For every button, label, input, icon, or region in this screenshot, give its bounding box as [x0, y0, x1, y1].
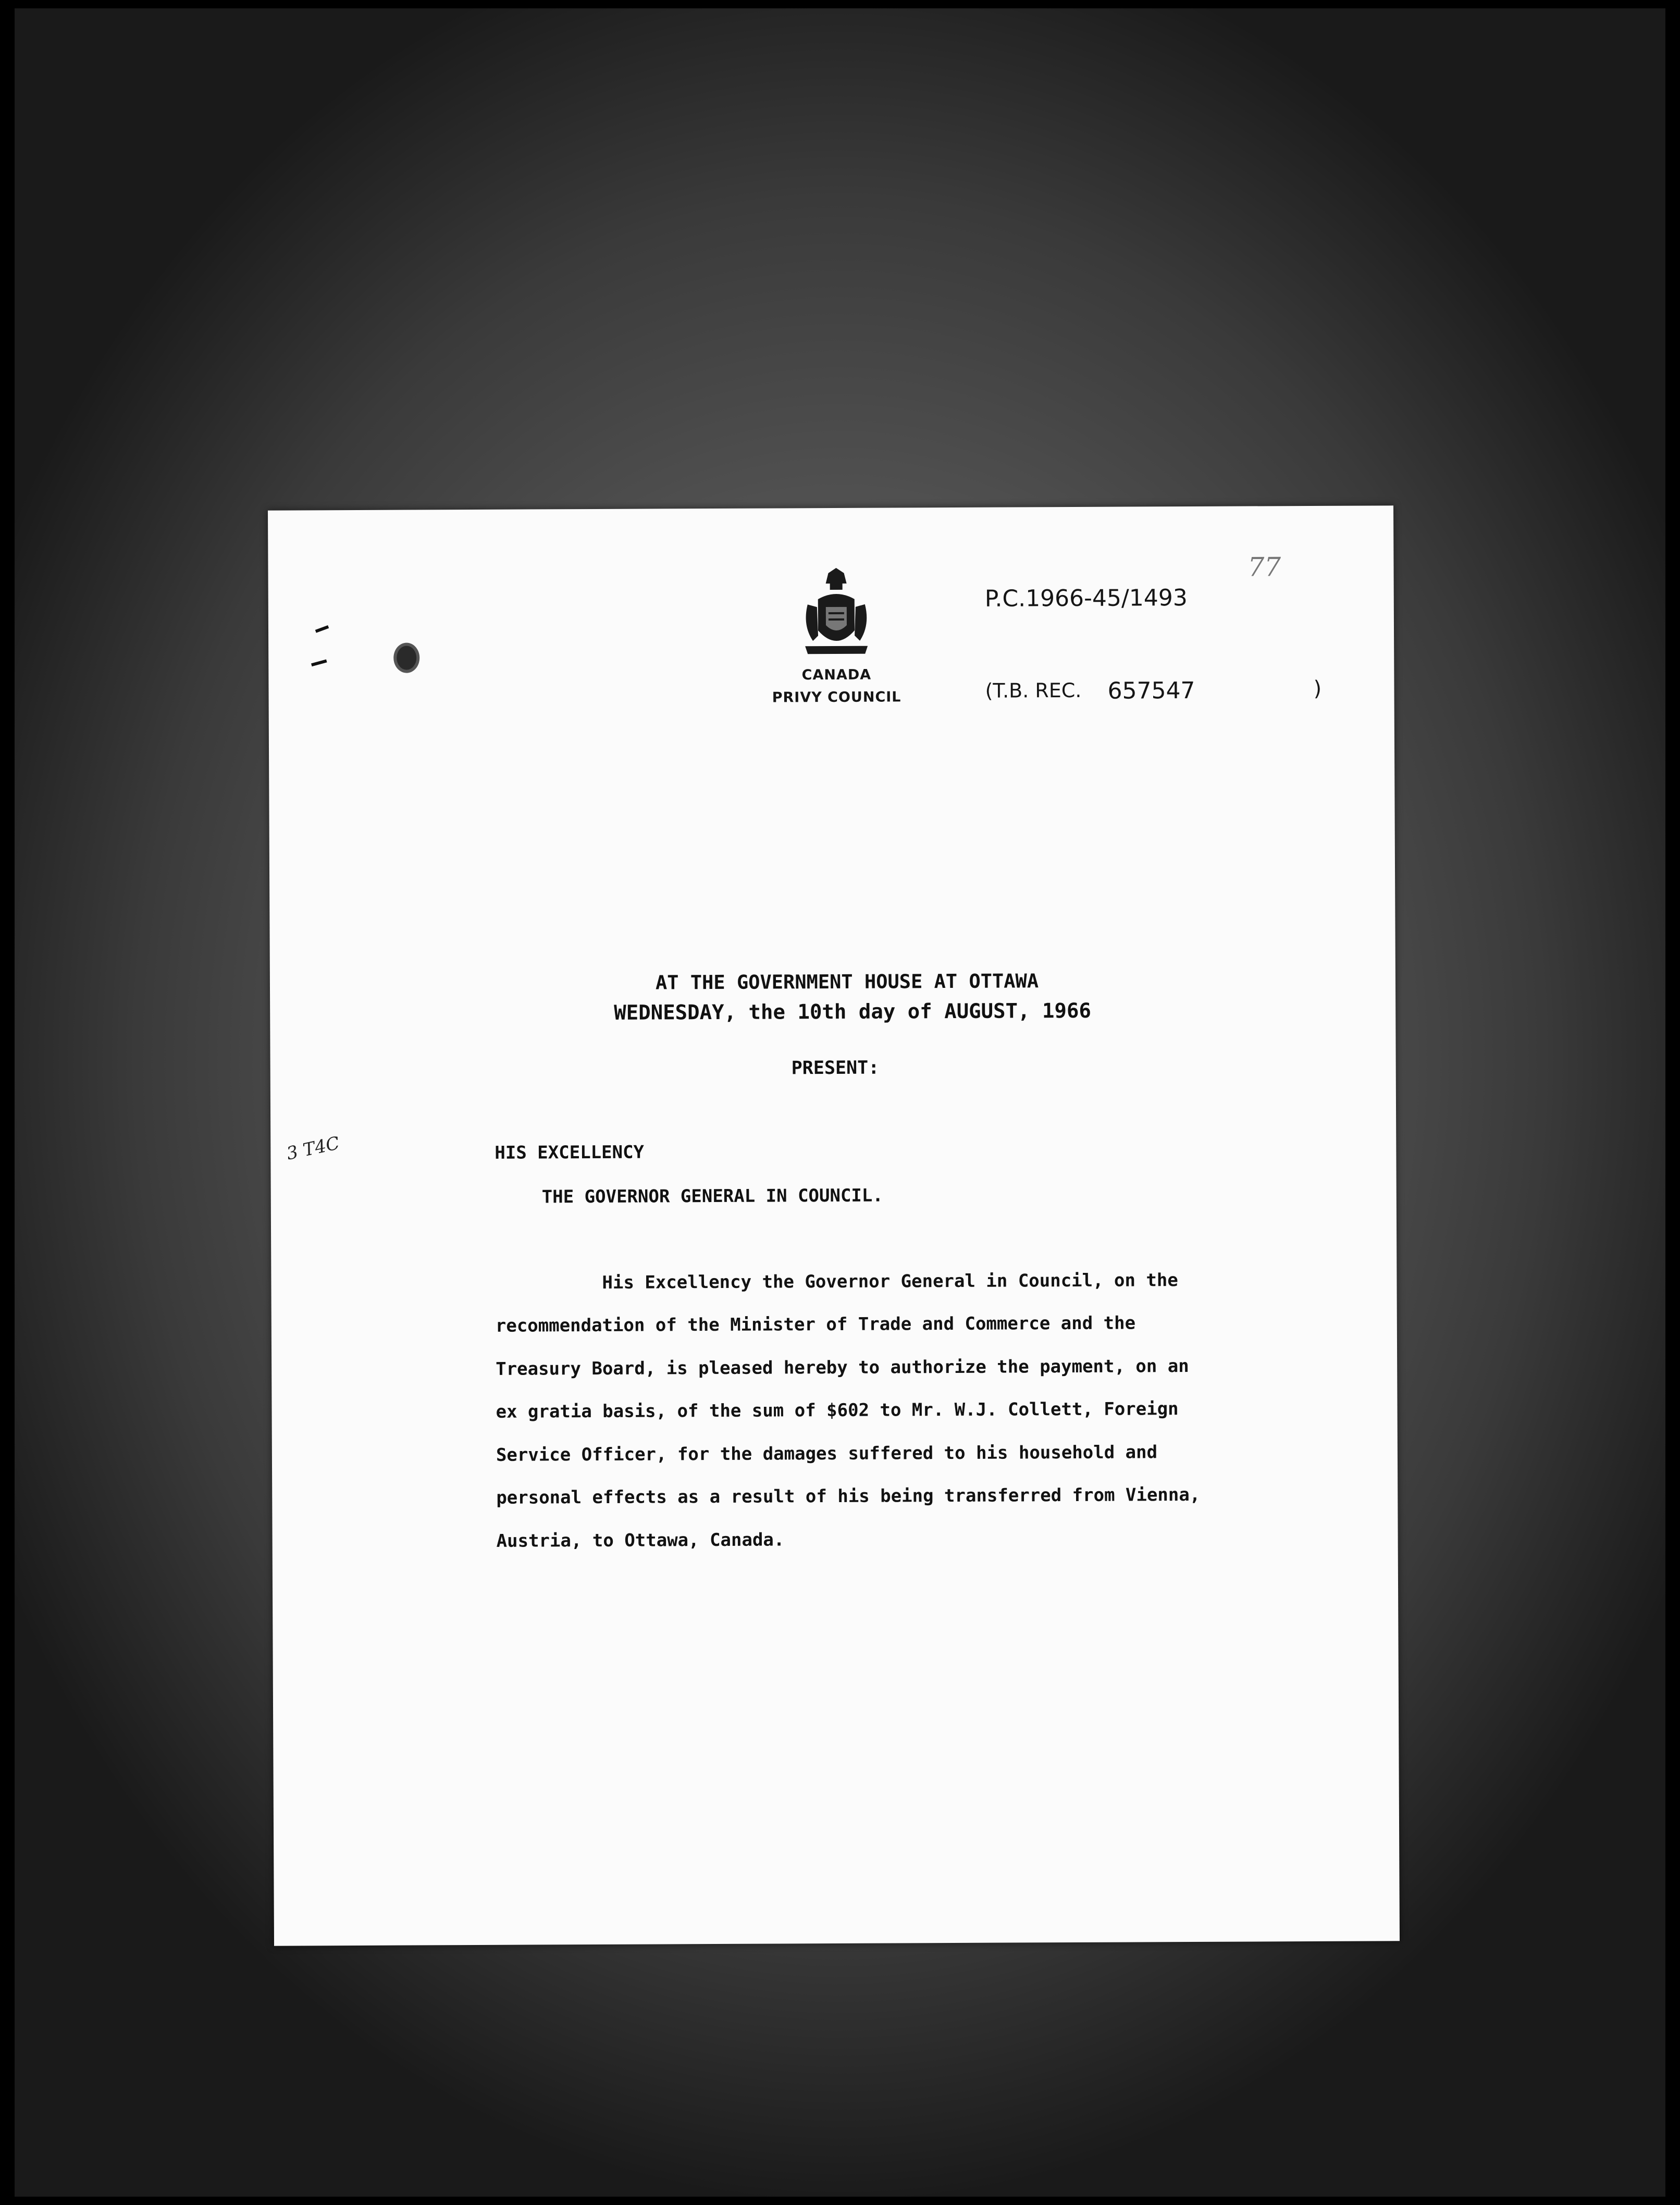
- body-line: Treasury Board, is pleased hereby to authorize the payment, on an: [496, 1356, 1189, 1380]
- heading-place: AT THE GOVERNMENT HOUSE AT OTTAWA: [655, 970, 1039, 994]
- body-line: His Excellency the Governor General in Council, on the: [602, 1270, 1178, 1293]
- body-line: ex gratia basis, of the sum of $602 to Mr. W.J. Collett, Foreign: [496, 1398, 1179, 1422]
- heading-present: PRESENT:: [791, 1057, 880, 1079]
- body-line: Austria, to Ottawa, Canada.: [496, 1529, 785, 1552]
- privy-council-label: PRIVY COUNCIL: [772, 689, 901, 706]
- handwritten-margin-note: 3 T4C: [285, 1132, 342, 1165]
- tb-rec-close: ): [1313, 676, 1322, 701]
- country-label: CANADA: [801, 666, 872, 684]
- presence-line-1: HIS EXCELLENCY: [495, 1142, 645, 1163]
- body-line: recommendation of the Minister of Trade and Commerce and the: [495, 1312, 1136, 1336]
- body-line: personal effects as a result of his being transferred from Vienna,: [496, 1484, 1201, 1508]
- heading-date: WEDNESDAY, the 10th day of AUGUST, 1966: [614, 999, 1092, 1025]
- presence-line-2: THE GOVERNOR GENERAL IN COUNCIL.: [541, 1185, 883, 1208]
- body-line: Service Officer, for the damages suffered to his household and: [496, 1442, 1158, 1466]
- folio-number: 77: [1247, 552, 1281, 583]
- tb-rec-label: (T.B. REC.: [985, 678, 1082, 702]
- tb-rec-number: 657547: [1107, 677, 1195, 704]
- pc-order-number: P.C.1966-45/1493: [984, 585, 1188, 612]
